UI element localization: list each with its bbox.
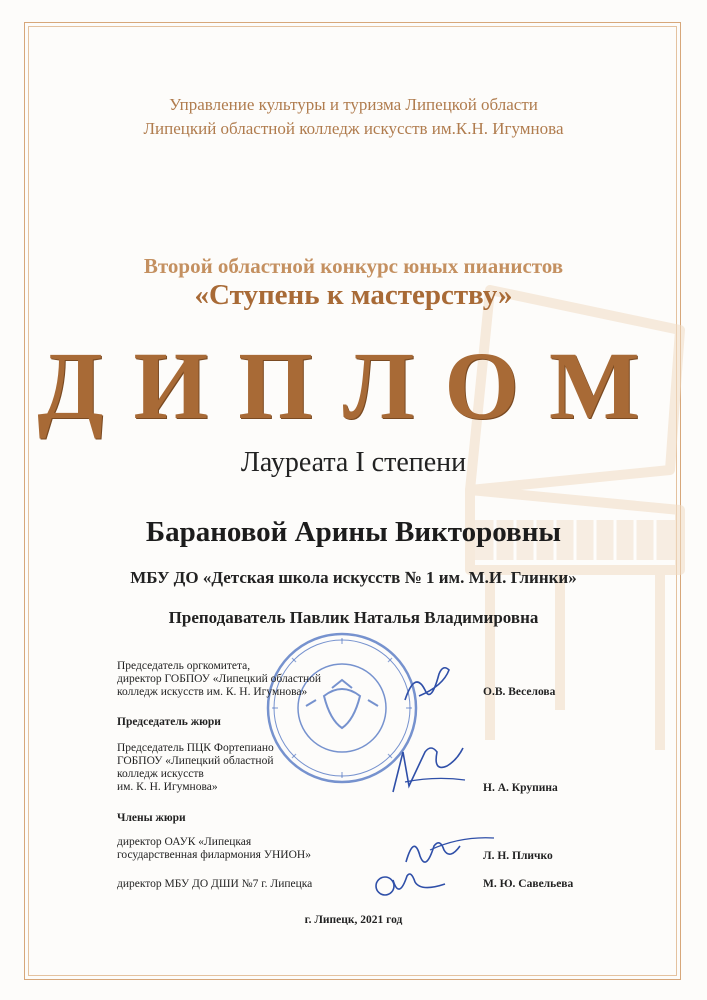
sig-line: колледж искусств им. К. Н. Игумнова» xyxy=(117,686,308,698)
chair-org-title xyxy=(117,660,357,699)
laureate-degree: Лауреата I степени xyxy=(240,447,467,478)
signature-plichko xyxy=(400,828,500,868)
diploma-title: ДИПЛОМ xyxy=(37,332,670,439)
contest-name: Второй областной конкурс юных пианистов xyxy=(143,254,564,278)
sig-line: директор МБУ ДО ДШИ №7 г. Липецка xyxy=(117,878,313,890)
sig-line: директор ОАУК «Липецкая xyxy=(117,836,252,848)
sig-line: Председатель оргкомитета, xyxy=(117,660,251,672)
org-ministry: Управление культуры и туризма Липецкой области xyxy=(169,95,538,114)
school-name: МБУ ДО «Детская школа искусств № 1 им. М.И. Глинки» xyxy=(130,568,577,587)
laureate-name: Барановой Арины Викторовны xyxy=(145,516,562,548)
jury-chair-heading: Председатель жюри xyxy=(117,716,221,728)
sig-line: государственная филармония УНИОН» xyxy=(117,849,311,861)
member2-title xyxy=(117,878,377,891)
sig-line: им. К. Н. Игумнова» xyxy=(117,781,218,793)
member2-name: М. Ю. Савельева xyxy=(483,878,574,890)
sig-line: Председатель ПЦК Фортепиано xyxy=(117,742,274,754)
jury-chair-title xyxy=(117,742,357,794)
member1-title xyxy=(117,836,377,862)
jury-chair-name: Н. А. Крупина xyxy=(483,782,558,794)
signature-savelyeva xyxy=(365,866,455,906)
member1-name: Л. Н. Пличко xyxy=(483,850,553,862)
sig-line: ГОБПОУ «Липецкий областной xyxy=(117,755,274,767)
place-and-year: г. Липецк, 2021 год xyxy=(304,914,403,926)
signature-veselova xyxy=(395,660,465,710)
teacher-name: Преподаватель Павлик Наталья Владимировна xyxy=(168,608,539,627)
chair-org-name: О.В. Веселова xyxy=(483,686,556,698)
sig-line: директор ГОБПОУ «Липецкий областной xyxy=(117,673,322,685)
org-college: Липецкий областной колледж искусств им.К.Н. Игумнова xyxy=(143,119,564,138)
jury-members-heading: Члены жюри xyxy=(117,812,186,824)
contest-motto: «Ступень к мастерству» xyxy=(194,279,513,311)
sig-line: колледж искусств xyxy=(117,768,204,780)
signature-krupina xyxy=(385,742,475,802)
